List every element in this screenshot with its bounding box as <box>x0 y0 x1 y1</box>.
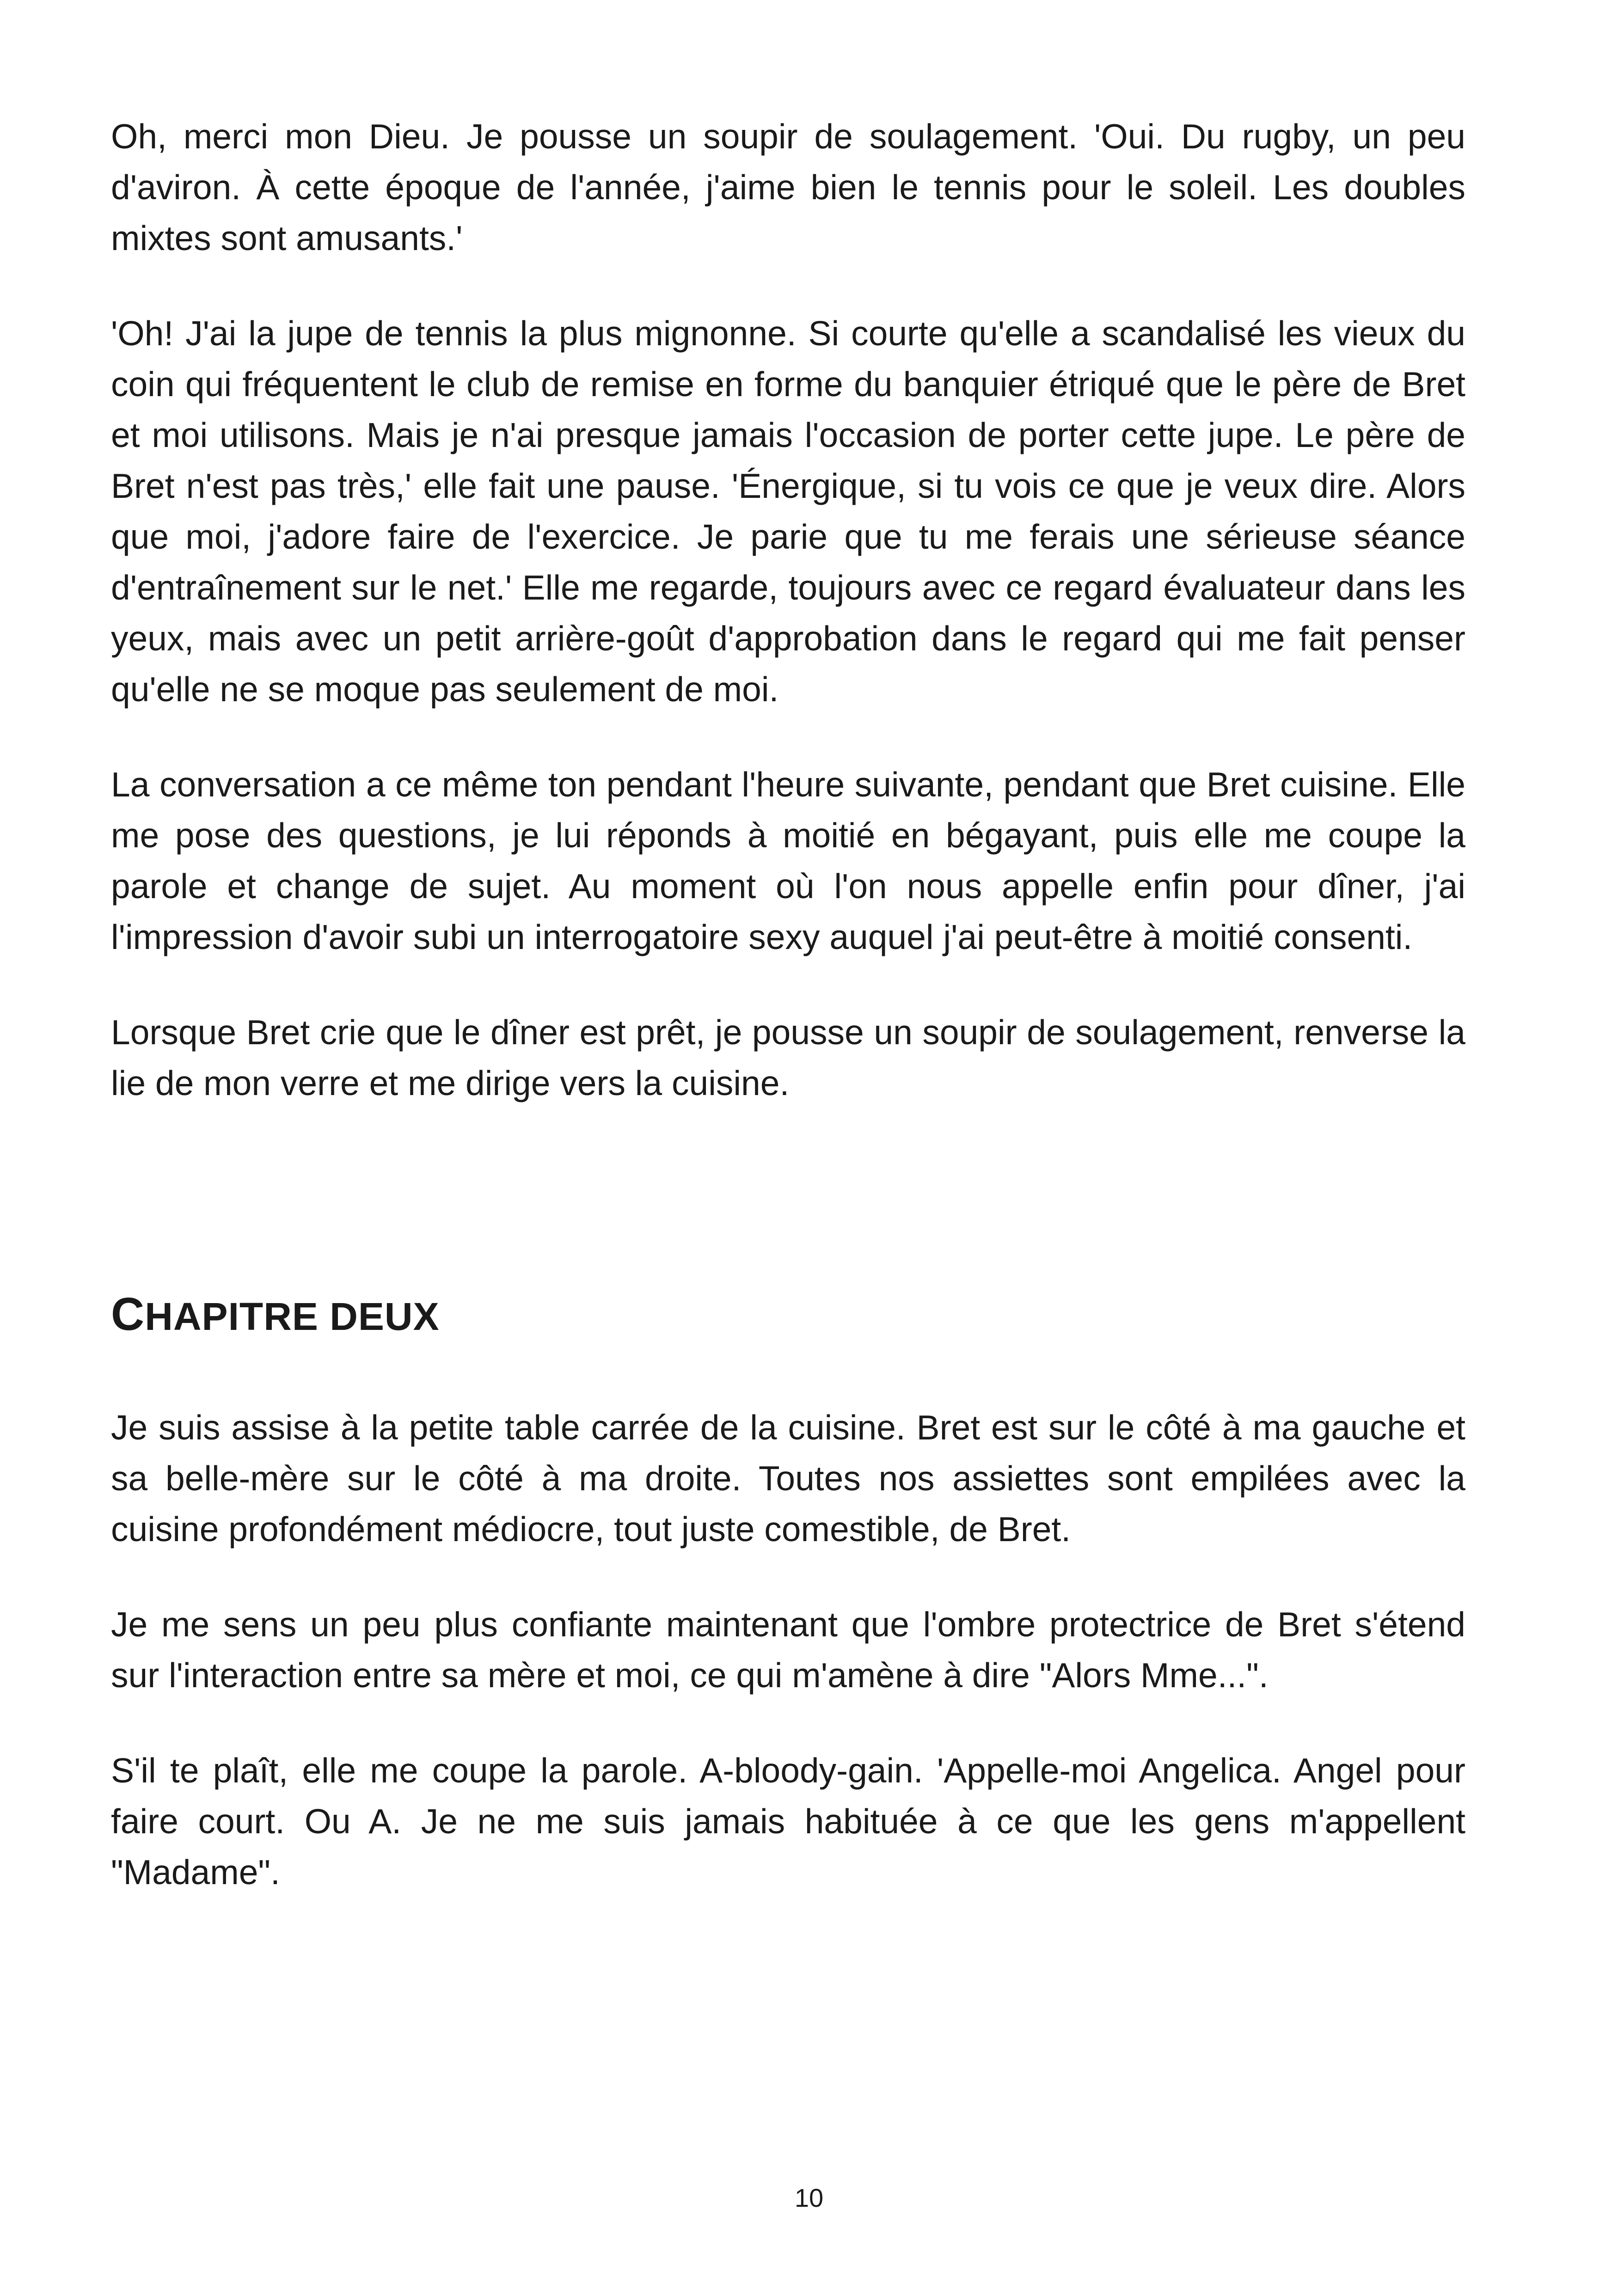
paragraph: Je me sens un peu plus confiante maintenant que l'ombre protectrice de Bret s'étend sur l'interaction entre sa mère et moi, ce qui m'amène à dire "Alors Mme...". <box>111 1605 1465 1695</box>
chapter-title-rest: HAPITRE DEUX <box>145 1295 440 1338</box>
paragraph: Je suis assise à la petite table carrée de la cuisine. Bret est sur le côté à ma gauche et sa belle-mère sur le côté à ma droite. Toutes nos assiettes sont empilées avec la cuisine profondément médiocre, tout juste comestible, de Bret. <box>111 1408 1465 1549</box>
page-number: 10 <box>794 2183 824 2212</box>
paragraph: La conversation a ce même ton pendant l'heure suivante, pendant que Bret cuisine. Elle me pose des questions, je lui réponds à moitié en bégayant, puis elle me coupe la parole et change de sujet. Au moment où l'on nous appelle enfin pour dîner, j'ai l'impression d'avoir subi un interrogatoire sexy auquel j'ai peut-être à moitié consenti. <box>111 765 1465 956</box>
chapter-title <box>111 1289 1465 1342</box>
chapter-title-initial: C <box>111 1288 145 1340</box>
paragraph: Lorsque Bret crie que le dîner est prêt, je pousse un soupir de soulagement, renverse la lie de mon verre et me dirige vers la cuisine. <box>111 1013 1465 1102</box>
document-page <box>111 111 1465 1942</box>
paragraph: 'Oh! J'ai la jupe de tennis la plus mignonne. Si courte qu'elle a scandalisé les vieux du coin qui fréquentent le club de remise en forme du banquier étriqué que le père de Bret et moi utilisons. Mais je n'ai presque jamais l'occasion de porter cette jupe. Le père de Bret n'est pas très,' elle fait une pause. 'Énergique, si tu vois ce que je veux dire. Alors que moi, j'adore faire de l'exercice. Je parie que tu me ferais une sérieuse séance d'entraînement sur le net.' Elle me regarde, toujours avec ce regard évaluateur dans les yeux, mais avec un petit arrière-goût d'approbation dans le regard qui me fait penser qu'elle ne se moque pas seulement de moi. <box>111 314 1465 709</box>
paragraph: S'il te plaît, elle me coupe la parole. A-bloody-gain. 'Appelle-moi Angelica. Angel pour faire court. Ou A. Je ne me suis jamais habituée à ce que les gens m'appellent "Madame". <box>111 1751 1465 1892</box>
paragraph: Oh, merci mon Dieu. Je pousse un soupir de soulagement. 'Oui. Du rugby, un peu d'aviron. À cette époque de l'année, j'aime bien le tennis pour le soleil. Les doubles mixtes sont amusants.' <box>111 117 1465 257</box>
